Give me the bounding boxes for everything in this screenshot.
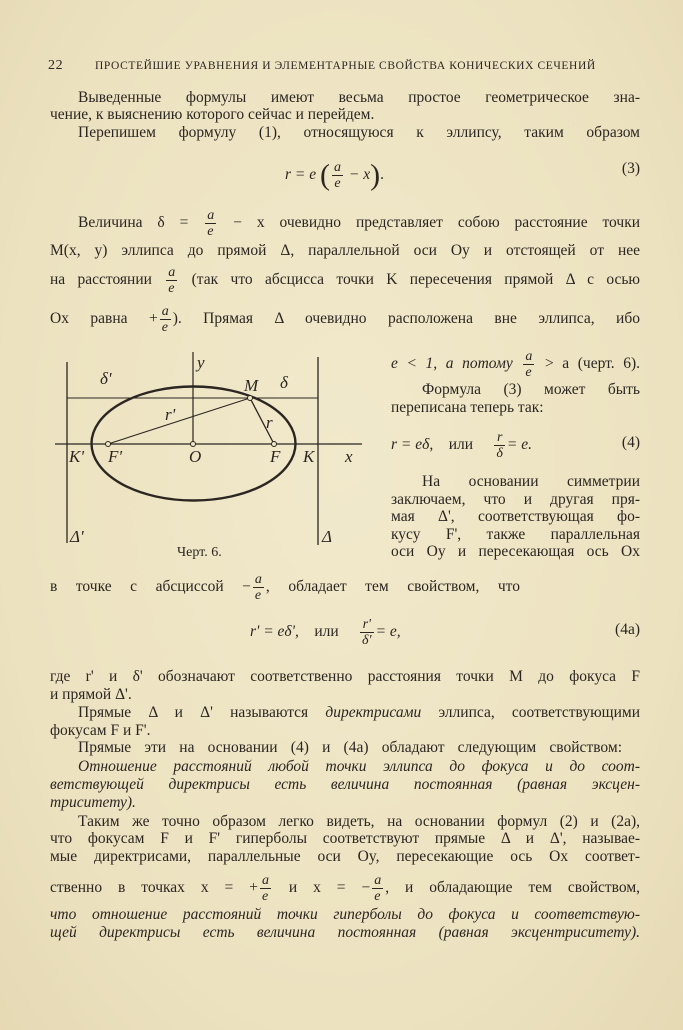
- label-f-prime: F': [108, 447, 123, 466]
- text-line: M(x, y) эллипса до прямой Δ, параллельной оси Oy и отстоящей от нее: [50, 242, 640, 259]
- focus-f-prime-point: [106, 442, 111, 447]
- text-line: где r' и δ' обозначают соответственно расстояния точки M до фокуса F: [50, 668, 640, 685]
- label-o: O: [189, 447, 202, 466]
- segment-r-prime: [108, 398, 250, 444]
- text-line: Ox равна + $\frac{a}{e}$ ). Прямая Δ очевидно расположена вне эллипса, ибо: [50, 304, 640, 335]
- text-line: Величина δ = $\frac{a}{e}$ − x очевидно представляет собою расстояние точки: [78, 208, 641, 239]
- label-r-prime: r': [165, 405, 176, 424]
- origin-point: [191, 442, 196, 447]
- text-line: в точке с абсциссой − $\frac{a}{e}$ , обладает тем свойством, что: [50, 572, 520, 603]
- label-directrix: Δ: [322, 527, 332, 546]
- text-line: кусу F', также параллельная: [391, 526, 640, 543]
- label-y: y: [197, 353, 205, 372]
- text-line: На основании симметрии: [422, 473, 640, 490]
- label-k-prime: K': [69, 447, 84, 466]
- text-line: Прямые Δ и Δ' называются директрисами эллипса, соответствующими: [78, 704, 641, 721]
- formula-3: r = e ( $\frac{a}{e}$ − x).: [285, 158, 384, 192]
- theorem-line: триситету).: [50, 794, 136, 811]
- label-r: r: [266, 413, 273, 432]
- text-line: мые директрисами, параллельные оси Oy, пересекающие ось Ox соответ-: [50, 848, 640, 865]
- text-line: Выведенные формулы имеют весьма простое геометрическое зна-: [78, 89, 640, 106]
- formula-4: r = eδ, или $\frac{r}{\delta}$ = e.: [391, 430, 533, 461]
- equation-number: (4): [621, 434, 640, 451]
- text-line: заключаем, что и другая пря-: [391, 491, 640, 508]
- text-line: ственно в точках x = + $\frac{a}{e}$ и x = − $\frac{a}{e}$ , и обладающие тем свойством,: [50, 873, 641, 904]
- text-line: Формула (3) может быть: [422, 381, 640, 398]
- text-line: Перепишем формулу (1), относящуюся к эллипсу, таким образом: [78, 124, 640, 141]
- label-m: M: [244, 376, 259, 395]
- label-x: x: [345, 447, 353, 466]
- text-line: фокусам F и F'.: [50, 722, 151, 739]
- figure-caption: Черт. 6.: [177, 545, 222, 560]
- focus-f-point: [272, 442, 277, 447]
- theorem-line: что отношение расстояний точки гиперболы до фокуса и соответствую-: [50, 906, 640, 923]
- page-number: 22: [48, 58, 64, 73]
- text-line: оси Oy и пересекающая ось Ox: [391, 543, 640, 560]
- theorem-line: Отношение расстояний любой точки эллипса до фокуса и до соот-: [78, 758, 640, 775]
- text-line: Таким же точно образом легко видеть, на основании формул (2) и (2a),: [78, 813, 640, 830]
- formula-4a: r' = eδ', или $\frac{r'}{\delta'}$ = e,: [250, 617, 401, 648]
- theorem-line: щей директрисы есть величина постоянная (равная эксцентриситету).: [50, 924, 640, 941]
- point-m: [248, 396, 253, 401]
- running-title: ПРОСТЕЙШИЕ УРАВНЕНИЯ И ЭЛЕМЕНТАРНЫЕ СВОЙСТВА КОНИЧЕСКИХ СЕЧЕНИЙ: [95, 60, 596, 72]
- label-k: K: [303, 447, 315, 466]
- text-line: на расстоянии $\frac{a}{e}$ (так что абсцисса точки K пересечения прямой Δ с осью: [50, 265, 640, 296]
- theorem-line: ветствующей директрисы есть величина постоянная (равная эксцен-: [50, 776, 640, 793]
- label-f: F: [270, 447, 281, 466]
- text-line: e < 1, а потому $\frac{a}{e}$ > a (черт. 6).: [391, 349, 641, 380]
- equation-number: (3): [621, 160, 640, 177]
- label-directrix-prime: Δ': [70, 527, 84, 546]
- text-line: чение, к выяснению которого сейчас и перейдем.: [50, 106, 375, 123]
- text-line: переписана теперь так:: [391, 399, 544, 416]
- label-delta: δ: [280, 373, 288, 392]
- text-line: Прямые эти на основании (4) и (4a) обладают следующим свойством:: [78, 739, 622, 756]
- text-line: и прямой Δ'.: [50, 686, 132, 703]
- equation-number: (4a): [615, 621, 640, 638]
- text-line: что фокусам F и F' гиперболы соответствуют прямые Δ и Δ', называе-: [50, 830, 640, 847]
- text-line: мая Δ', соответствующая фо-: [391, 508, 640, 525]
- label-delta-prime: δ': [100, 369, 112, 388]
